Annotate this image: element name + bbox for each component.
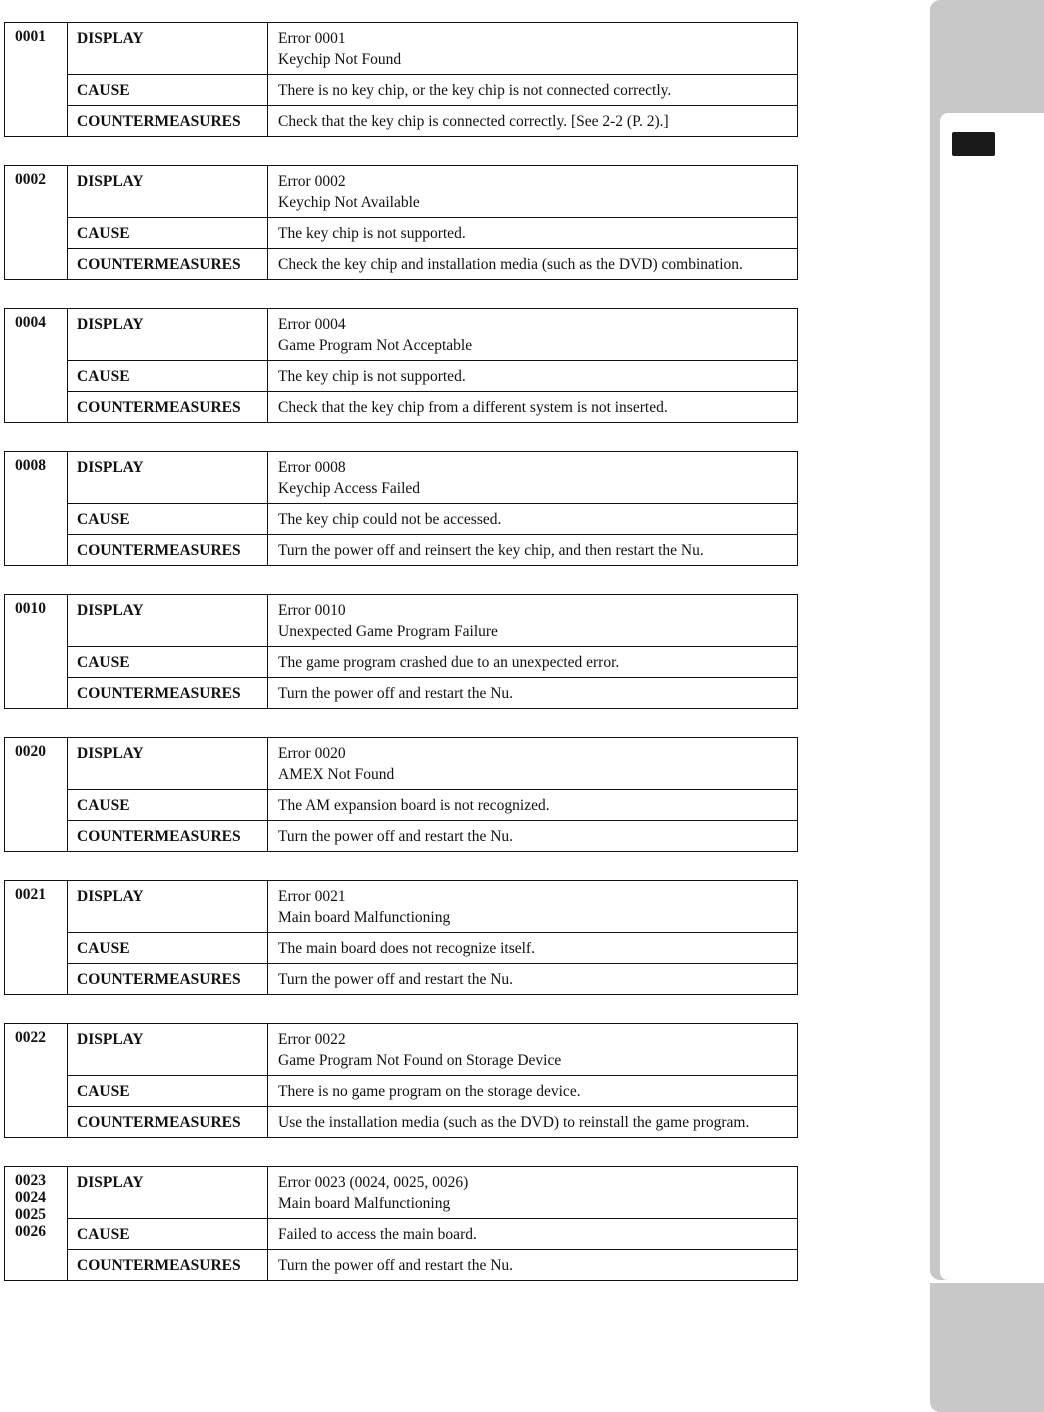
display-line-2: Game Program Not Found on Storage Device [278, 1052, 562, 1069]
side-tab-footer [930, 1283, 1044, 1412]
cause-label: CAUSE [68, 647, 268, 678]
error-code: 0004 [15, 314, 46, 331]
cause-label: CAUSE [68, 504, 268, 535]
display-value [268, 23, 798, 75]
display-label: DISPLAY [68, 738, 268, 790]
countermeasures-row [5, 535, 798, 566]
display-row [5, 23, 798, 75]
countermeasures-label: COUNTERMEASURES [68, 249, 268, 280]
display-label: DISPLAY [68, 881, 268, 933]
cause-row [5, 75, 798, 106]
cause-row [5, 933, 798, 964]
display-row [5, 1167, 798, 1219]
countermeasures-label: COUNTERMEASURES [68, 1107, 268, 1138]
error-table [4, 594, 798, 709]
countermeasures-label: COUNTERMEASURES [68, 392, 268, 423]
display-row [5, 309, 798, 361]
display-line-2: Keychip Not Available [278, 194, 420, 211]
display-row [5, 595, 798, 647]
countermeasures-label: COUNTERMEASURES [68, 1250, 268, 1281]
error-code-cell [5, 452, 68, 566]
display-line-2: Main board Malfunctioning [278, 909, 451, 926]
display-label: DISPLAY [68, 452, 268, 504]
display-line-2: Keychip Not Found [278, 51, 402, 68]
display-row [5, 1024, 798, 1076]
error-table [4, 1023, 798, 1138]
display-line-1: Error 0023 (0024, 0025, 0026) [278, 1174, 469, 1191]
countermeasures-label: COUNTERMEASURES [68, 535, 268, 566]
display-value [268, 452, 798, 504]
error-code: 0020 [15, 743, 46, 760]
countermeasures-row [5, 964, 798, 995]
display-line-2: AMEX Not Found [278, 766, 395, 783]
countermeasures-value: Turn the power off and restart the Nu. [268, 821, 798, 852]
error-code: 0021 [15, 886, 46, 903]
display-line-1: Error 0001 [278, 30, 346, 47]
cause-label: CAUSE [68, 1219, 268, 1250]
error-code-cell [5, 595, 68, 709]
error-code-cell [5, 23, 68, 137]
error-code: 0022 [15, 1029, 46, 1046]
error-code: 0024 [15, 1189, 46, 1206]
display-value [268, 309, 798, 361]
display-line-1: Error 0002 [278, 173, 346, 190]
error-code-cell [5, 881, 68, 995]
countermeasures-value: Turn the power off and reinsert the key chip, and then restart the Nu. [268, 535, 798, 566]
countermeasures-label: COUNTERMEASURES [68, 964, 268, 995]
countermeasures-value: Turn the power off and restart the Nu. [268, 964, 798, 995]
display-label: DISPLAY [68, 595, 268, 647]
cause-label: CAUSE [68, 75, 268, 106]
error-code-cell [5, 738, 68, 852]
cause-value: The main board does not recognize itself. [268, 933, 798, 964]
display-value [268, 1024, 798, 1076]
display-line-2: Main board Malfunctioning [278, 1195, 451, 1212]
error-code-cell [5, 309, 68, 423]
countermeasures-row [5, 1250, 798, 1281]
display-line-2: Keychip Access Failed [278, 480, 421, 497]
countermeasures-row [5, 1107, 798, 1138]
error-table [4, 22, 798, 137]
error-code-cell [5, 166, 68, 280]
cause-row [5, 1076, 798, 1107]
error-code: 0010 [15, 600, 46, 617]
error-code: 0023 [15, 1172, 46, 1189]
display-row [5, 881, 798, 933]
error-code: 0001 [15, 28, 46, 45]
countermeasures-value: Turn the power off and restart the Nu. [268, 678, 798, 709]
cause-label: CAUSE [68, 1076, 268, 1107]
display-value [268, 881, 798, 933]
error-table [4, 451, 798, 566]
display-value [268, 595, 798, 647]
countermeasures-value: Turn the power off and restart the Nu. [268, 1250, 798, 1281]
display-line-1: Error 0022 [278, 1031, 346, 1048]
cause-label: CAUSE [68, 361, 268, 392]
display-line-1: Error 0021 [278, 888, 346, 905]
error-code: 0008 [15, 457, 46, 474]
countermeasures-value: Use the installation media (such as the DVD) to reinstall the game program. [268, 1107, 798, 1138]
error-table [4, 1166, 798, 1281]
countermeasures-row [5, 106, 798, 137]
error-code: 0002 [15, 171, 46, 188]
error-table [4, 737, 798, 852]
countermeasures-row [5, 821, 798, 852]
display-line-2: Game Program Not Acceptable [278, 337, 473, 354]
countermeasures-label: COUNTERMEASURES [68, 106, 268, 137]
countermeasures-label: COUNTERMEASURES [68, 821, 268, 852]
error-code: 0026 [15, 1223, 46, 1240]
cause-value: The AM expansion board is not recognized. [268, 790, 798, 821]
display-label: DISPLAY [68, 1167, 268, 1219]
display-label: DISPLAY [68, 23, 268, 75]
cause-label: CAUSE [68, 218, 268, 249]
countermeasures-value: Check that the key chip from a different system is not inserted. [268, 392, 798, 423]
cause-value: The key chip is not supported. [268, 361, 798, 392]
cause-row [5, 1219, 798, 1250]
error-code-cell [5, 1167, 68, 1281]
countermeasures-value: Check the key chip and installation media (such as the DVD) combination. [268, 249, 798, 280]
display-label: DISPLAY [68, 309, 268, 361]
countermeasures-row [5, 678, 798, 709]
error-code-tables [4, 22, 798, 1309]
display-label: DISPLAY [68, 166, 268, 218]
cause-row [5, 790, 798, 821]
display-value [268, 166, 798, 218]
display-line-1: Error 0010 [278, 602, 346, 619]
chapter-tab-marker [952, 132, 995, 156]
cause-row [5, 504, 798, 535]
display-row [5, 738, 798, 790]
display-label: DISPLAY [68, 1024, 268, 1076]
display-line-2: Unexpected Game Program Failure [278, 623, 498, 640]
cause-row [5, 218, 798, 249]
cause-value: There is no key chip, or the key chip is not connected correctly. [268, 75, 798, 106]
cause-row [5, 361, 798, 392]
error-code-cell [5, 1024, 68, 1138]
cause-value: There is no game program on the storage device. [268, 1076, 798, 1107]
cause-value: The key chip could not be accessed. [268, 504, 798, 535]
display-row [5, 166, 798, 218]
countermeasures-label: COUNTERMEASURES [68, 678, 268, 709]
cause-value: Failed to access the main board. [268, 1219, 798, 1250]
display-line-1: Error 0004 [278, 316, 346, 333]
countermeasures-row [5, 249, 798, 280]
side-tab-inset [940, 113, 1044, 1280]
display-value [268, 1167, 798, 1219]
display-row [5, 452, 798, 504]
display-line-1: Error 0020 [278, 745, 346, 762]
display-line-1: Error 0008 [278, 459, 346, 476]
cause-label: CAUSE [68, 933, 268, 964]
cause-row [5, 647, 798, 678]
countermeasures-value: Check that the key chip is connected correctly. [See 2-2 (P. 2).] [268, 106, 798, 137]
error-table [4, 880, 798, 995]
cause-value: The key chip is not supported. [268, 218, 798, 249]
error-table [4, 165, 798, 280]
error-code: 0025 [15, 1206, 46, 1223]
cause-label: CAUSE [68, 790, 268, 821]
countermeasures-row [5, 392, 798, 423]
display-value [268, 738, 798, 790]
cause-value: The game program crashed due to an unexpected error. [268, 647, 798, 678]
error-table [4, 308, 798, 423]
